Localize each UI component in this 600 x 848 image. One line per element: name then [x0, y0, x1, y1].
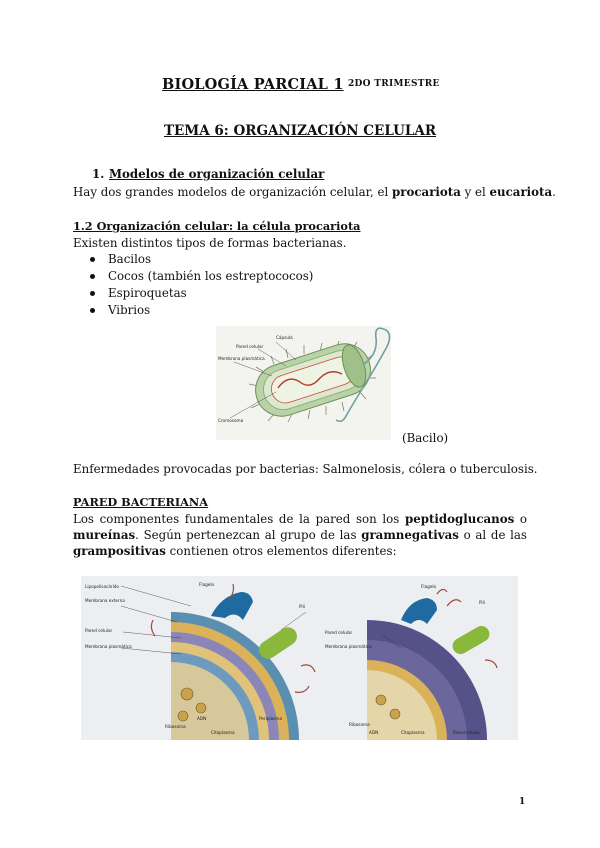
list-item: Cocos (también los estreptococos)	[90, 268, 313, 285]
label-membrane: Membrana plasmática	[218, 356, 265, 361]
right-label: Pared celular	[325, 630, 353, 635]
list-item: Vibrios	[90, 302, 313, 319]
section-1-number: 1.	[92, 167, 105, 181]
label-capsule: Cápsula	[276, 335, 293, 340]
left-label: Lipopolisacárido	[85, 584, 119, 589]
right-label: Pili	[479, 600, 485, 605]
left-label: Periplasma	[259, 716, 283, 721]
left-label: Membrana plasmática	[85, 644, 132, 649]
section-1-2-heading: 1.2 Organización celular: la célula procariota	[73, 219, 361, 233]
label-chromosome: Cromosoma	[218, 418, 244, 423]
label-cell-wall: Pared celular	[236, 344, 264, 349]
left-label: Pili	[299, 604, 305, 609]
right-label: Membrana plasmática	[325, 644, 372, 649]
section-1-paragraph: Hay dos grandes modelos de organización celular, el procariota y el eucariota.	[73, 185, 556, 199]
left-label: ADN	[197, 716, 207, 721]
right-label: Flagelo	[421, 584, 437, 589]
right-label: Ribosoma	[349, 722, 370, 727]
figure-1-caption: (Bacilo)	[402, 431, 449, 445]
bacillus-illustration	[216, 326, 391, 440]
left-label: Flagelo	[199, 582, 215, 587]
left-label: Membrana externa	[85, 598, 125, 603]
left-label: Citoplasma	[211, 730, 235, 735]
bacterial-wall-illustration	[81, 576, 518, 740]
left-label: Ribosoma	[165, 724, 186, 729]
section-1-heading	[92, 167, 324, 181]
topic-title: TEMA 6: ORGANIZACIÓN CELULAR	[163, 123, 437, 139]
pared-paragraph: Los componentes fundamentales de la pared son los peptidoglucanos o mureínas. Según pertenezcan al grupo de las gramnegativas o al de las grampositivas contienen otros elementos diferentes:	[73, 512, 528, 558]
document-title: BIOLOGÍA PARCIAL 1	[162, 76, 344, 93]
pared-heading: PARED BACTERIANA	[73, 495, 209, 509]
section-1-label: Modelos de organización celular	[109, 167, 325, 181]
diseases-paragraph: Enfermedades provocadas por bacterias: Salmonelosis, cólera o tuberculosis.	[73, 462, 538, 476]
right-label: Citoplasma	[401, 730, 425, 735]
section-1-2-intro: Existen distintos tipos de formas bacterianas.	[73, 236, 347, 250]
list-item: Bacilos	[90, 251, 313, 268]
bacteria-shapes-list	[90, 251, 313, 319]
list-item: Espiroquetas	[90, 285, 313, 302]
right-label: ADN	[369, 730, 379, 735]
left-label: Pared celular	[85, 628, 113, 633]
page-number: 1	[519, 797, 526, 807]
document-subtitle: 2DO TRIMESTRE	[348, 79, 440, 89]
right-label: Pared celular	[453, 730, 481, 735]
